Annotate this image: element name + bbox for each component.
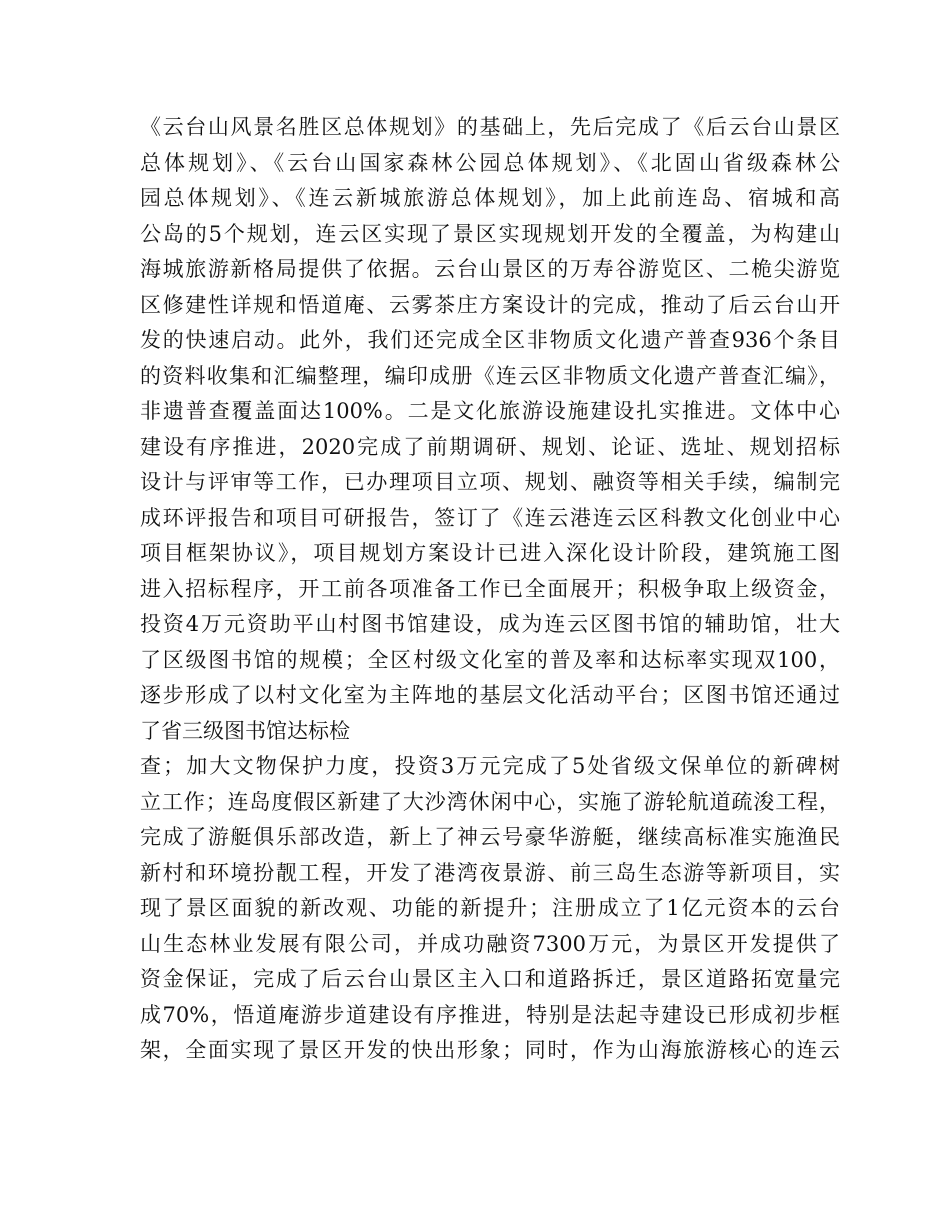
text-line-22: 新村和环境扮靓工程，开发了港湾夜景游、前三岛生态游等新项目，实: [140, 860, 840, 885]
text-line-25: 资金保证，完成了后云台山景区主入口和道路拆迁，景区道路拓宽量完: [140, 967, 840, 991]
text-line-5: 海城旅游新格局提供了依据。云台山景区的万寿谷游览区、二桅尖游览: [140, 257, 840, 281]
text-line-15: 投资4万元资助平山村图书馆建设，成为连云区图书馆的辅助馆，壮大: [140, 612, 840, 636]
text-line-10: 建设有序推进，2020完成了前期调研、规划、论证、选址、规划招标: [140, 434, 840, 459]
text-line-23: 现了景区面貌的新改观、功能的新提升；注册成立了1亿元资本的云台: [140, 896, 840, 920]
text-line-8: 的资料收集和汇编整理，编印成册《连云区非物质文化遗产普查汇编》，: [140, 363, 840, 388]
text-line-14: 进入招标程序，开工前各项准备工作已全面展开；积极争取上级资金，: [140, 576, 840, 601]
body-text: [140, 110, 840, 1069]
text-line-20: 立工作；连岛度假区新建了大沙湾休闲中心，实施了游轮航道疏浚工程，: [140, 789, 840, 814]
text-line-1: 《云台山风景名胜区总体规划》的基础上，先后完成了《后云台山景区: [140, 115, 840, 139]
text-line-26: 成70%，悟道庵游步道建设有序推进，特别是法起寺建设已形成初步框: [140, 1002, 840, 1027]
text-line-24: 山生态林业发展有限公司，并成功融资7300万元，为景区开发提供了: [140, 931, 840, 956]
text-line-13: 项目框架协议》，项目规划方案设计已进入深化设计阶段，建筑施工图: [140, 541, 840, 565]
text-line-12: 成环评报告和项目可研报告，签订了《连云港连云区科教文化创业中心: [140, 505, 840, 530]
text-line-11: 设计与评审等工作，已办理项目立项、规划、融资等相关手续，编制完: [140, 470, 840, 494]
text-line-7: 发的快速启动。此外，我们还完成全区非物质文化遗产普查936个条目: [140, 328, 840, 352]
text-line-9: 非遗普查覆盖面达100%。二是文化旅游设施建设扎实推进。文体中心: [140, 399, 840, 423]
text-line-27: 架，全面实现了景区开发的快出形象；同时，作为山海旅游核心的连云: [140, 1038, 840, 1062]
text-line-4: 公岛的5个规划，连云区实现了景区实现规划开发的全覆盖，为构建山: [140, 221, 840, 246]
text-line-2: 总体规划》、《云台山国家森林公园总体规划》、《北固山省级森林公: [140, 150, 840, 175]
text-line-21: 完成了游艇俱乐部改造，新上了神云号豪华游艇，继续高标准实施渔民: [140, 825, 840, 849]
text-line-3: 园总体规划》、《连云新城旅游总体规划》，加上此前连岛、宿城和高: [140, 186, 840, 210]
text-line-18: 了省三级图书馆达标检: [140, 718, 350, 743]
text-line-6: 区修建性详规和悟道庵、云雾茶庄方案设计的完成，推动了后云台山开: [140, 292, 840, 317]
text-line-19: 查；加大文物保护力度，投资3万元完成了5处省级文保单位的新碑树: [140, 754, 840, 778]
text-line-16: 了区级图书馆的规模；全区村级文化室的普及率和达标率实现双100，: [140, 647, 840, 672]
text-line-17: 逐步形成了以村文化室为主阵地的基层文化活动平台；区图书馆还通过: [140, 683, 840, 707]
